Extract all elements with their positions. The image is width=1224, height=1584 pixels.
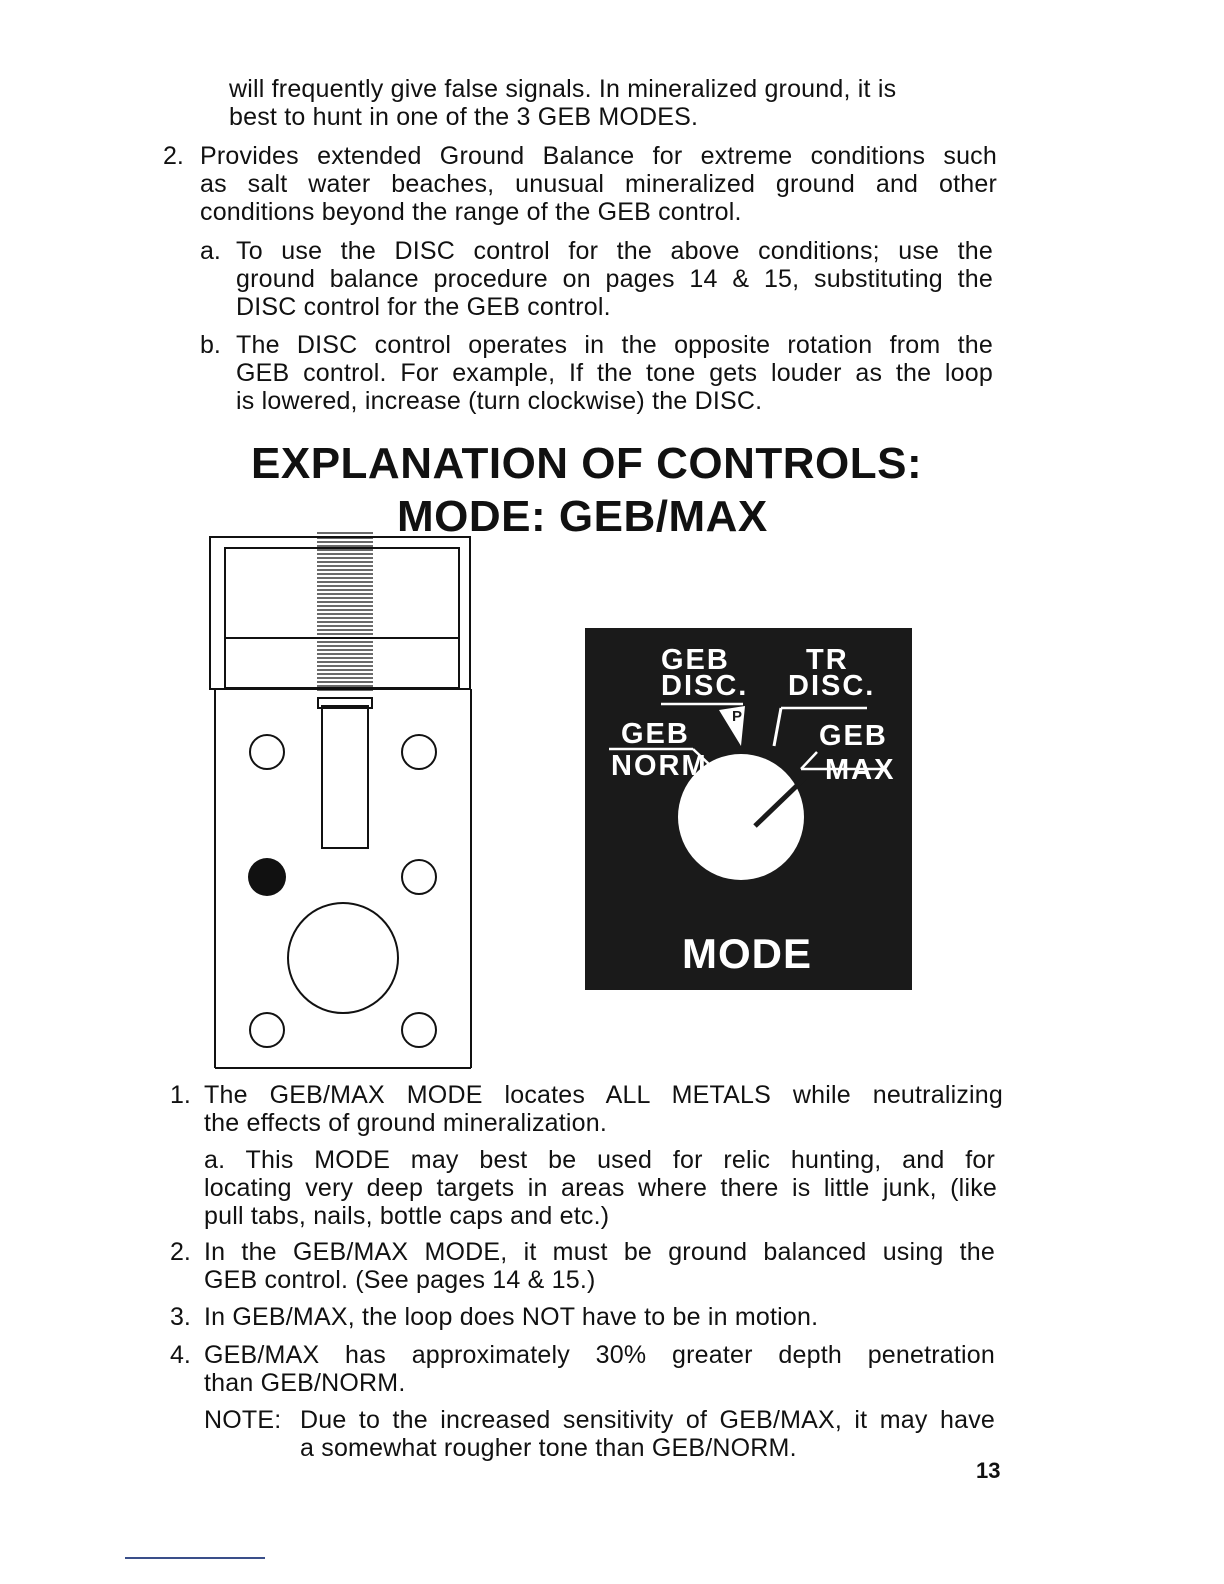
label-geb-disc-top: GEB <box>661 644 730 676</box>
note-label: NOTE: <box>204 1406 282 1434</box>
list-2-line-2: GEB control. (See pages 14 & 15.) <box>204 1266 596 1294</box>
page-number: 13 <box>976 1458 1001 1483</box>
label-geb-norm-bottom: NORM <box>611 750 708 782</box>
item-2b-line-3: is lowered, increase (turn clockwise) the DISC. <box>236 387 763 415</box>
item-2-line-2: as salt water beaches, unusual mineralized ground and other <box>200 170 997 198</box>
label-geb-max-top: GEB <box>819 720 888 752</box>
list-1a-line-1: a. This MODE may best be used for relic hunting, and for <box>204 1146 995 1174</box>
label-geb-norm-top: GEB <box>621 718 690 750</box>
item-2a-line-1: To use the DISC control for the above conditions; use the <box>236 237 993 265</box>
list-1-line-2: the effects of ground mineralization. <box>204 1109 608 1137</box>
item-2b-line-1: The DISC control operates in the opposite rotation from the <box>236 331 993 359</box>
item-2a-line-3: DISC control for the GEB control. <box>236 293 611 321</box>
p-marker: P <box>732 708 743 725</box>
continuation-line-2: best to hunt in one of the 3 GEB MODES. <box>229 103 699 131</box>
section-heading: EXPLANATION OF CONTROLS: <box>251 439 923 488</box>
list-1a-line-2: locating very deep targets in areas where there is little junk, (like <box>204 1174 997 1202</box>
list-1a-line-3: pull tabs, nails, bottle caps and etc.) <box>204 1202 610 1230</box>
list-3-number: 3. <box>170 1303 191 1331</box>
note-line-1: Due to the increased sensitivity of GEB/MAX, it may have <box>300 1406 995 1434</box>
list-1-line-1: The GEB/MAX MODE locates ALL METALS while neutralizing <box>204 1081 1003 1109</box>
item-2-line-3: conditions beyond the range of the GEB control. <box>200 198 742 226</box>
list-4-number: 4. <box>170 1341 191 1369</box>
item-2-line-1: Provides extended Ground Balance for extreme conditions such <box>200 142 997 170</box>
list-4-line-2: than GEB/NORM. <box>204 1369 406 1397</box>
list-2-number: 2. <box>170 1238 191 1266</box>
label-tr-disc-top: TR <box>806 644 849 676</box>
label-tr-disc-bottom: DISC. <box>788 670 876 702</box>
label-geb-max-bottom: MAX <box>825 754 896 786</box>
item-2b-marker: b. <box>200 331 221 359</box>
bottom-rule <box>125 1557 265 1559</box>
section-subheading: MODE: GEB/MAX <box>397 492 768 541</box>
detector-control-box-diagram <box>205 530 480 1075</box>
list-1-number: 1. <box>170 1081 191 1109</box>
item-2-number: 2. <box>163 142 184 170</box>
list-3-line-1: In GEB/MAX, the loop does NOT have to be in motion. <box>204 1303 819 1331</box>
selected-knob-indicator <box>248 858 286 896</box>
mode-panel-label: MODE <box>682 930 812 977</box>
label-geb-disc-bottom: DISC. <box>661 670 749 702</box>
list-4-line-1: GEB/MAX has approximately 30% greater depth penetration <box>204 1341 995 1369</box>
mode-selector-panel <box>585 628 912 990</box>
continuation-line-1: will frequently give false signals. In mineralized ground, it is <box>229 75 897 103</box>
item-2a-marker: a. <box>200 237 221 265</box>
item-2b-line-2: GEB control. For example, If the tone gets louder as the loop <box>236 359 993 387</box>
list-2-line-1: In the GEB/MAX MODE, it must be ground balanced using the <box>204 1238 995 1266</box>
note-line-2: a somewhat rougher tone than GEB/NORM. <box>300 1434 797 1462</box>
item-2a-line-2: ground balance procedure on pages 14 & 15, substituting the <box>236 265 993 293</box>
